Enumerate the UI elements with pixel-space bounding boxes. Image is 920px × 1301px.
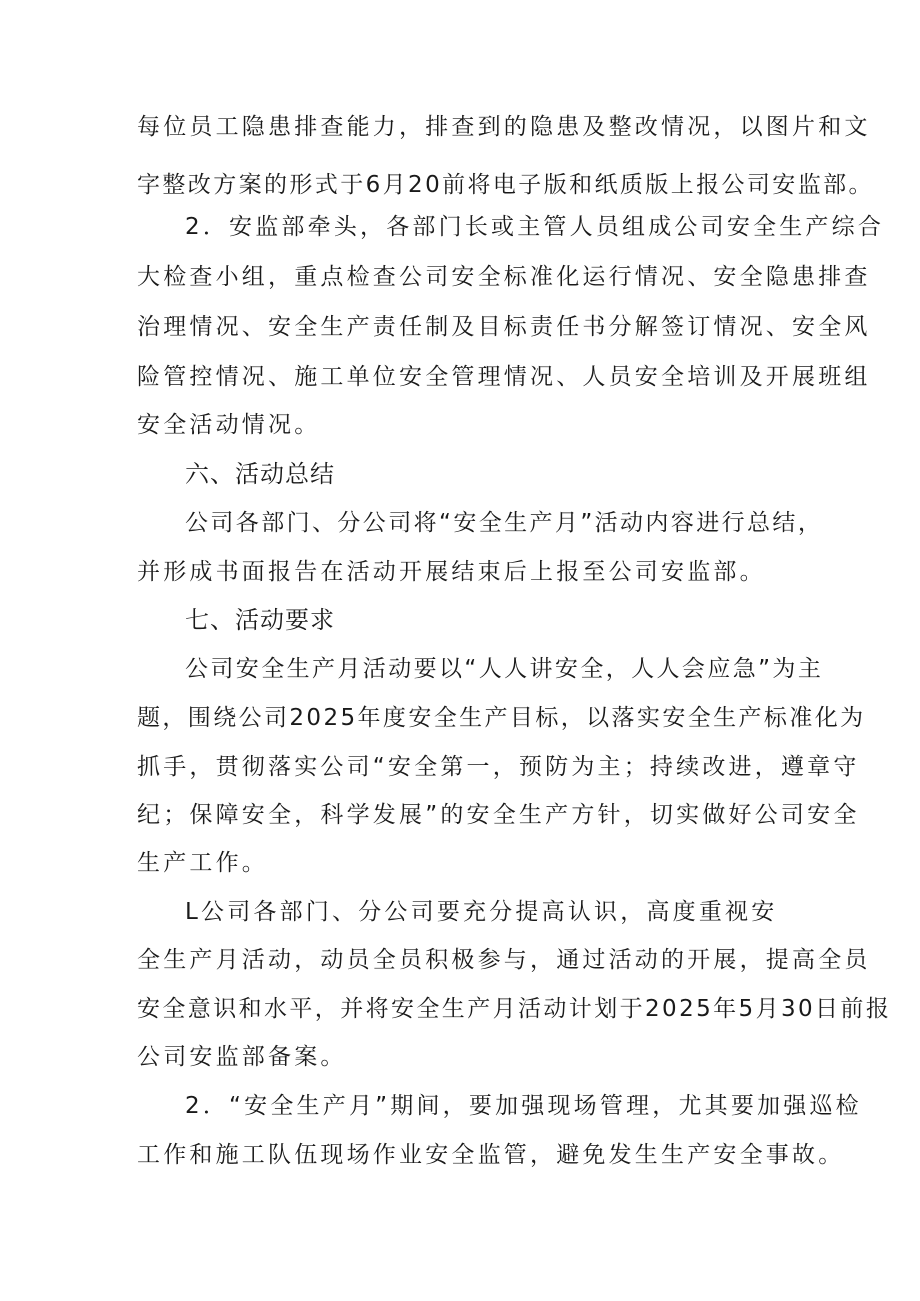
paragraph-6-line-1: 2．“安全生产月”期间，要加强现场管理，尤其要加强巡检 [185,1093,862,1119]
paragraph-4-line-3: 抓手，贯彻落实公司“安全第一，预防为主；持续改进，遵章守 [137,754,860,780]
paragraph-2-line-3: 治理情况、安全生产责任制及目标责任书分解签订情况、安全风 [137,314,871,340]
paragraph-2-line-2: 大检查小组，重点检查公司安全标准化运行情况、安全隐患排查 [137,264,871,290]
paragraph-4-line-4: 纪；保障安全，科学发展”的安全生产方针，切实做好公司安全 [137,802,860,828]
paragraph-5-line-3: 安全意识和水平，并将安全生产月活动计划于2025年5月30日前报 [137,996,892,1022]
section-heading-6: 六、活动总结 [185,460,335,488]
section-heading-7: 七、活动要求 [185,606,335,634]
paragraph-5-line-2: 全生产月活动，动员全员积极参与，通过活动的开展，提高全员 [137,947,871,973]
paragraph-5-line-4: 公司安监部备案。 [137,1044,347,1070]
paragraph-2-line-5: 安全活动情况。 [137,412,321,438]
paragraph-3-line-1: 公司各部门、分公司将“安全生产月”活动内容进行总结， [185,510,824,536]
paragraph-5-line-1: L公司各部门、分公司要充分提高认识，高度重视安 [185,899,778,925]
paragraph-1-line-2: 字整改方案的形式于6月20前将电子版和纸质版上报公司安监部。 [137,172,874,198]
paragraph-4-line-2: 题，围绕公司2025年度安全生产目标，以落实安全生产标准化为 [137,705,866,731]
paragraph-6-line-2: 工作和施工队伍现场作业安全监管，避免发生生产安全事故。 [137,1142,845,1168]
paragraph-2-line-4: 险管控情况、施工单位安全管理情况、人员安全培训及开展班组 [137,364,871,390]
paragraph-4-line-1: 公司安全生产月活动要以“人人讲安全，人人会应急”为主 [185,656,824,682]
paragraph-1-line-1: 每位员工隐患排查能力，排查到的隐患及整改情况，以图片和文 [137,114,871,140]
paragraph-3-line-2: 并形成书面报告在活动开展结束后上报至公司安监部。 [137,559,766,585]
paragraph-4-line-5: 生产工作。 [137,850,268,876]
paragraph-2-line-1: 2．安监部牵头，各部门长或主管人员组成公司安全生产综合 [185,214,885,240]
